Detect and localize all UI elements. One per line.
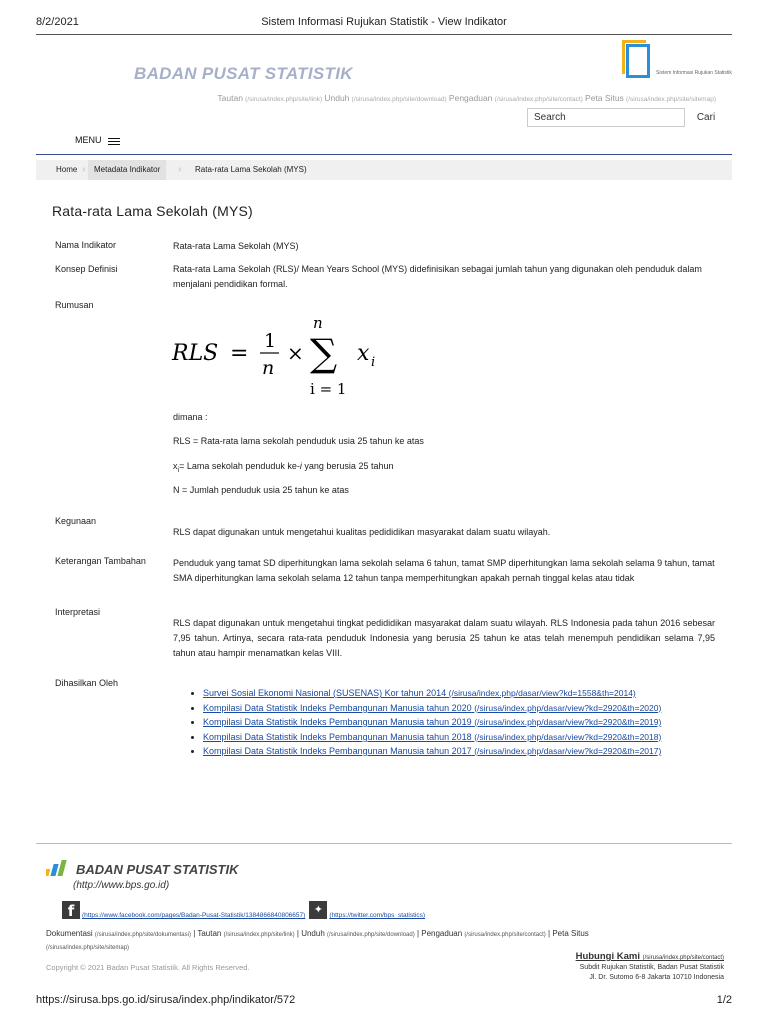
top-link-peta-situs[interactable]: Peta Situs (/sirusa/index.php/site/sitemap) — [585, 93, 716, 103]
label-keterangan-tambahan: Keterangan Tambahan — [55, 556, 146, 566]
sirusa-logo[interactable] — [620, 40, 732, 88]
source-link-ipm-2018[interactable]: Kompilasi Data Statistik Indeks Pembangunan Manusia tahun 2018 (/sirusa/index.php/dasar/view?kd=2920&th=2018) — [203, 731, 662, 742]
value-nama-indikator: Rata-rata Lama Sekolah (MYS) — [173, 241, 299, 251]
print-title: Sistem Informasi Rujukan Statistik - View Indikator — [261, 16, 507, 28]
footer-brand[interactable] — [46, 859, 239, 879]
breadcrumb — [36, 160, 732, 180]
top-link-unduh[interactable]: Unduh (/sirusa/index.php/site/download) — [324, 93, 447, 103]
logo-caption: Sistem Informasi Rujukan Statistik — [656, 70, 732, 76]
label-interpretasi: Interpretasi — [55, 607, 101, 617]
print-header — [36, 16, 732, 30]
formula-numerator: 1 — [264, 330, 277, 352]
footer-link-dokumentasi[interactable]: Dokumentasi (/sirusa/index.php/site/dokumentasi) — [46, 929, 191, 938]
top-link-pengaduan[interactable]: Pengaduan (/sirusa/index.php/site/contact) — [448, 93, 583, 103]
twitter-link[interactable]: (https://twitter.com/bps_statistics) — [329, 912, 426, 919]
menu-label: MENU — [75, 135, 102, 145]
formula-sum-lower: i = 1 — [310, 380, 347, 398]
formula-lhs: RLS — [172, 341, 219, 366]
print-url: https://sirusa.bps.go.id/sirusa/index.php/indikator/572 — [36, 994, 296, 1006]
nav-divider — [36, 154, 732, 155]
hamburger-icon — [108, 138, 120, 145]
site-brand[interactable]: BADAN PUSAT STATISTIK — [134, 64, 353, 83]
logo-square-blue — [626, 44, 650, 78]
formula-eq: = — [230, 341, 249, 366]
contact-org: Subdit Rujukan Statistik, Badan Pusat Statistik — [579, 964, 724, 971]
breadcrumb-separator-icon: › — [178, 164, 182, 175]
top-divider — [36, 34, 732, 35]
formula-def-n: N = Jumlah penduduk usia 25 tahun ke atas — [173, 485, 349, 495]
formula-denominator: n — [262, 357, 275, 379]
search-button[interactable]: Cari — [688, 108, 724, 127]
footer-link-unduh[interactable]: Unduh (/sirusa/index.php/site/download) — [301, 929, 415, 938]
value-konsep-definisi: Rata-rata Lama Sekolah (RLS)/ Mean Years School (MYS) didefinisikan sebagai jumlah tahun yang digunakan oleh penduduk dalam menjalani pendidikan formal. — [173, 264, 702, 289]
social-links — [62, 901, 425, 919]
footer-link-pengaduan[interactable]: Pengaduan (/sirusa/index.php/site/contact) — [421, 929, 546, 938]
dihasilkan-list — [173, 686, 673, 759]
source-link-ipm-2020[interactable]: Kompilasi Data Statistik Indeks Pembangunan Manusia tahun 2020 (/sirusa/index.php/dasar/view?kd=2920&th=2020) — [203, 702, 662, 713]
footer-brand-text: BADAN PUSAT STATISTIK — [76, 861, 239, 877]
label-dihasilkan-oleh: Dihasilkan Oleh — [55, 678, 119, 688]
twitter-icon[interactable]: ✦ — [309, 901, 327, 919]
top-links — [217, 93, 716, 103]
value-kegunaan: RLS dapat digunakan untuk mengetahui kualitas pedididikan masyarakat dalam suatu wilayah. — [173, 527, 551, 537]
top-link-tautan[interactable]: Tautan (/sirusa/index.php/site/link) — [217, 93, 323, 103]
footer-divider — [36, 843, 732, 844]
footer-link-peta-situs[interactable]: Peta Situs (/sirusa/index.php/site/sitemap) — [46, 929, 589, 951]
formula-dimana: dimana : — [173, 412, 208, 422]
footer-link-tautan[interactable]: Tautan (/sirusa/index.php/site/link) — [197, 929, 295, 938]
breadcrumb-separator-icon: › — [82, 164, 86, 175]
source-link-susenas-2014[interactable]: Survei Sosial Ekonomi Nasional (SUSENAS) Kor tahun 2014 (/sirusa/index.php/dasar/view?kd=1558&th=2014) — [203, 688, 636, 698]
bps-logo-icon — [46, 859, 72, 879]
source-link-ipm-2019[interactable]: Kompilasi Data Statistik Indeks Pembangunan Manusia tahun 2019 (/sirusa/index.php/dasar/view?kd=2920&th=2019) — [203, 717, 662, 727]
list-item — [203, 744, 673, 759]
list-item — [203, 715, 673, 730]
print-date: 8/2/2021 — [36, 16, 79, 28]
footer-links: Dokumentasi (/sirusa/index.php/site/dokumentasi) | Tautan (/sirusa/index.php/site/link) | Unduh (/sirusa/index.php/site/download) | Pengaduan (/sirusa/index.php/site/contact) | Peta Situs (/sirusa/index.php/site/sitemap) — [46, 929, 589, 951]
label-kegunaan: Kegunaan — [55, 516, 97, 526]
formula-sigma-icon: ∑ — [310, 331, 338, 375]
print-footer — [36, 994, 732, 1008]
menu-toggle[interactable] — [75, 135, 120, 145]
breadcrumb-home[interactable]: Home — [56, 165, 78, 174]
formula-times: × — [287, 341, 304, 365]
list-item — [203, 686, 673, 701]
copyright: Copyright © 2021 Badan Pusat Statistik. All Rights Reserved. — [46, 963, 250, 972]
value-interpretasi: RLS dapat digunakan untuk mengetahui tingkat pedididikan masyarakat dalam suatu wilayah. RLS Indonesia pada tahun 2016 sebesar 7,95 tahun. Artinya, secara rata-rata penduduk Indonesia yang berusia 25 tahun ke atas telah menempuh pendidikan selama 7,95 tahun atau hampir menamatkan kelas VIII. — [173, 618, 715, 658]
facebook-icon[interactable]: f — [62, 901, 80, 919]
footer-bps-url[interactable]: (http://www.bps.go.id) — [73, 880, 170, 891]
formula-def-rls: RLS = Rata-rata lama sekolah penduduk usia 25 tahun ke atas — [173, 436, 424, 446]
formula-def-x: $x_i=$ Lama sekolah penduduk ke-i yang berusia 25 tahun — [173, 461, 394, 474]
formula-sub: i — [371, 355, 376, 370]
value-keterangan-tambahan: Penduduk yang tamat SD diperhitungkan lama sekolah selama 6 tahun, tamat SMP diperhitungkan lama sekolah selama 9 tahun, tamat SMA diperhitungkan lama sekolah selama 12 tahun tanpa memperhitungkan apakah pernah tinggal kelas atau tidak — [173, 558, 715, 583]
formula-var: x — [357, 341, 370, 366]
label-rumusan: Rumusan — [55, 300, 94, 310]
contact-address: Jl. Dr. Sutomo 6-8 Jakarta 10710 Indonesia — [589, 974, 724, 981]
list-item — [203, 701, 673, 716]
breadcrumb-metadata[interactable]: Metadata Indikator — [88, 160, 166, 180]
page-title: Rata-rata Lama Sekolah (MYS) — [52, 203, 253, 219]
facebook-link[interactable]: (https://www.facebook.com/pages/Badan-Pusat-Statistik/1384866840806657) — [82, 912, 306, 919]
label-konsep-definisi: Konsep Definisi — [55, 264, 118, 274]
contact-link[interactable]: Hubungi Kami (/sirusa/index.php/site/contact) — [575, 951, 724, 962]
formula-sum-upper: n — [313, 314, 323, 332]
label-nama-indikator: Nama Indikator — [55, 240, 117, 250]
source-link-ipm-2017[interactable]: Kompilasi Data Statistik Indeks Pembangunan Manusia tahun 2017 (/sirusa/index.php/dasar/view?kd=2920&th=2017) — [203, 746, 662, 756]
list-item — [203, 730, 673, 745]
search-input[interactable] — [527, 108, 685, 127]
breadcrumb-current: Rata-rata Lama Sekolah (MYS) — [195, 165, 307, 174]
rls-formula — [170, 310, 400, 400]
print-page-number: 1/2 — [716, 994, 732, 1006]
contact-block — [576, 952, 724, 983]
